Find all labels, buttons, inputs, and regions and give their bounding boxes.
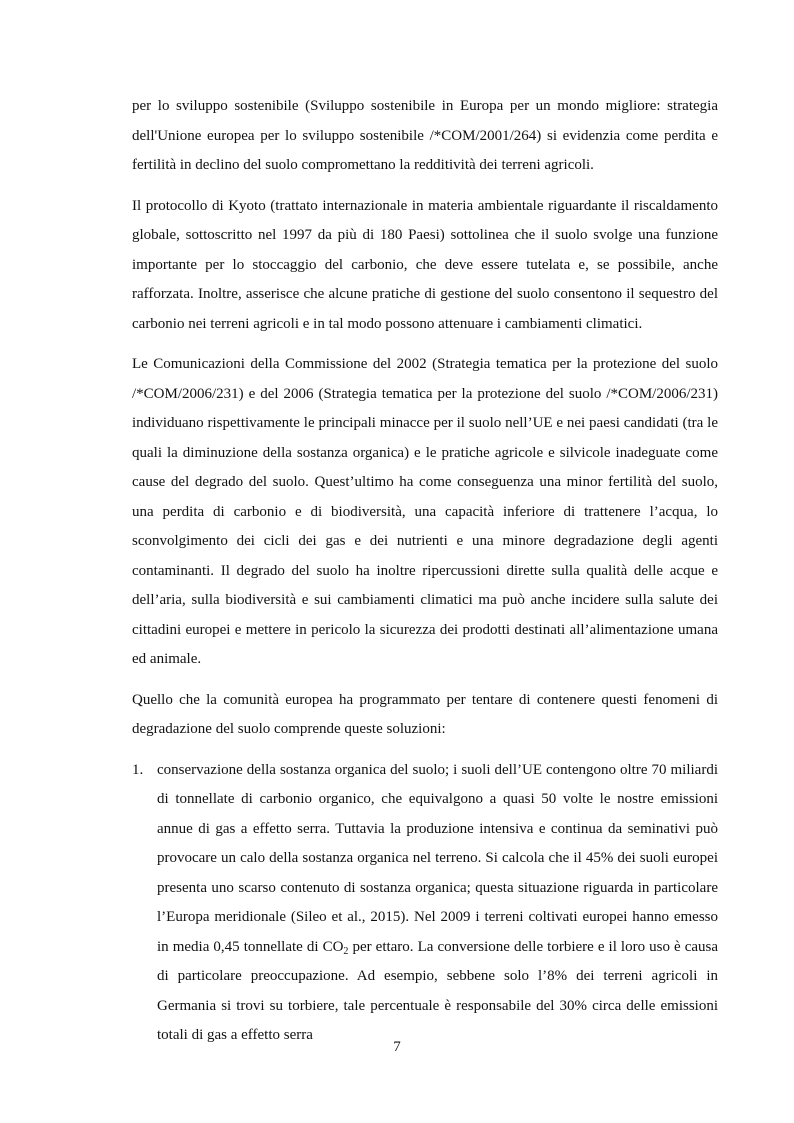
paragraph: per lo sviluppo sostenibile (Sviluppo sostenibile in Europa per un mondo migliore: strategia dell'Unione europea per lo sviluppo sostenibile /*COM/2001/264) si evidenzia come perdita e fertilità in declino del suolo compromettano la redditività dei terreni agricoli. bbox=[132, 98, 718, 173]
list-number: 1. bbox=[132, 761, 144, 778]
paragraph: Quello che la comunità europea ha programmato per tentare di contenere questi fenomeni di degradazione del suolo comprende queste soluzioni: bbox=[132, 691, 718, 737]
paragraph: Il protocollo di Kyoto (trattato internazionale in materia ambientale riguardante il riscaldamento globale, sottoscritto nel 1997 da più di 180 Paesi) sottolinea che il suolo svolge una funzione importante per lo stoccaggio del carbonio, che deve essere tutelata e, se possibile, anche rafforzata. Inoltre, asserisce che alcune pratiche di gestione del suolo consentono il sequestro del carbonio nei terreni agricoli e in tal modo possono attenuare i cambiamenti climatici. bbox=[132, 197, 718, 332]
paragraph: Le Comunicazioni della Commissione del 2002 (Strategia tematica per la protezione del suolo /*COM/2006/231) e del 2006 (Strategia tematica per la protezione del suolo /*COM/2006/231) individuano rispettivamente le principali minacce per il suolo nell’UE e nei paesi candidati (tra le quali la diminuzione della sostanza organica) e le pratiche agricole e silvicole inadeguate come cause del degrado del suolo. Quest’ultimo ha come conseguenza una minor fertilità del suolo, una perdita di carbonio e di biodiversità, una capacità inferiore di trattenere l’acqua, lo sconvolgimento dei cicli dei gas e dei nutrienti e una minore degradazione degli agenti contaminanti. Il degrado del suolo ha inoltre ripercussioni dirette sulla qualità delle acque e dell’aria, sulla biodiversità e sui cambiamenti climatici ma può anche incidere sulla salute dei cittadini europei e mettere in pericolo la sicurezza dei prodotti destinati all’alimentazione umana ed animale. bbox=[132, 356, 718, 667]
list-item-text bbox=[157, 756, 718, 1051]
subscript: 2 bbox=[343, 945, 349, 957]
list-item bbox=[132, 756, 718, 1051]
page-number: 7 bbox=[393, 1039, 401, 1055]
numbered-list bbox=[132, 756, 718, 1051]
list-text-part: conservazione della sostanza organica del suolo; i suoli dell’UE contengono oltre 70 miliardi di tonnellate di carbonio organico, che equivalgono a quasi 50 volte le nostre emissioni annue di gas a effetto serra. Tuttavia la produzione intensiva e continua da seminativi può provocare un calo della sostanza organica nel terreno. Si calcola che il 45% dei suoli europei presenta uno scarso contenuto di sostanza organica; questa situazione riguarda in particolare l’Europa meridionale (Sileo et al., 2015). Nel 2009 i terreni coltivati europei hanno emesso in media 0,45 tonnellate di CO bbox=[157, 761, 718, 955]
document-body bbox=[132, 92, 718, 1062]
list-text-part: per ettaro. La conversione delle torbiere e il loro uso è causa di particolare preoccupazione. Ad esempio, sebbene solo l’8% dei terreni agricoli in Germania si trovi su torbiere, tale percentuale è responsabile del 30% circa delle emissioni totali di gas a effetto serra bbox=[157, 938, 719, 1043]
